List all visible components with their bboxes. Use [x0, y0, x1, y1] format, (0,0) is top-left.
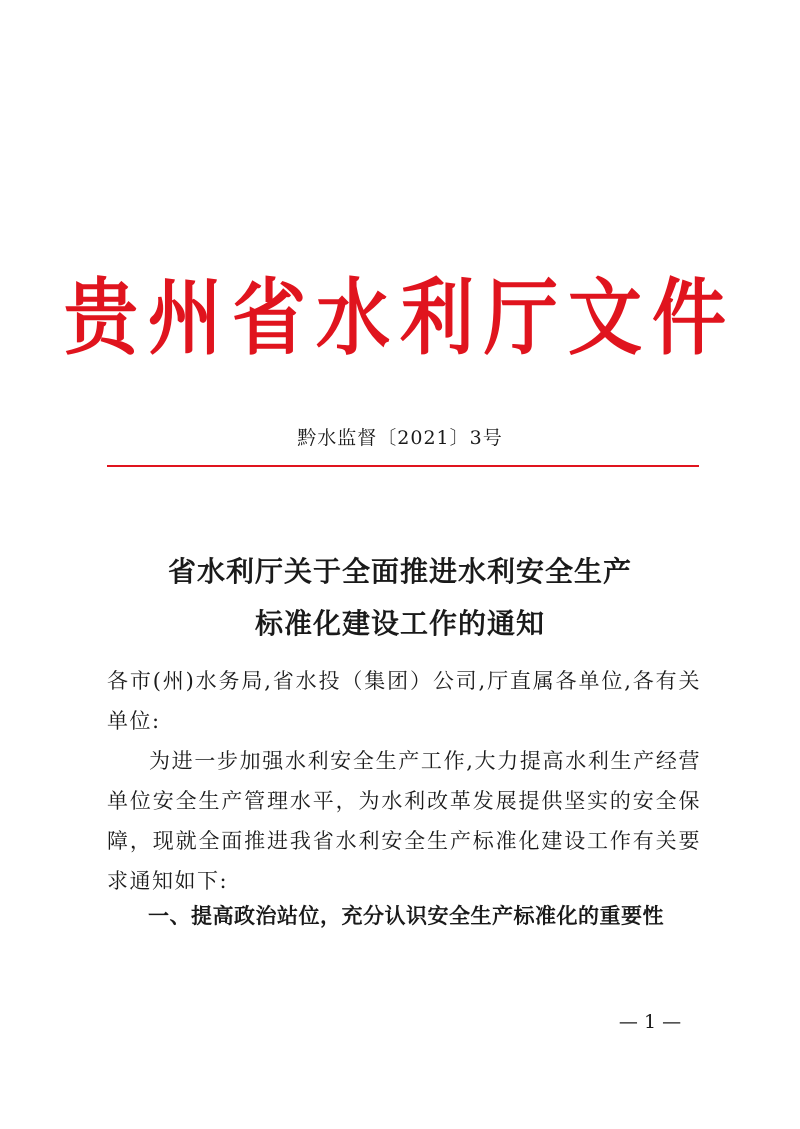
page-number: — 1 — — [618, 1011, 682, 1033]
intro-paragraph: 为进一步加强水利安全生产工作,大力提高水利生产经营单位安全生产管理水平，为水利改革发展提供坚实的安全保障，现就全面推进我省水利安全生产标准化建设工作有关要求通知如下: — [107, 749, 701, 893]
document-number: 黔水监督〔2021〕3号 — [297, 427, 503, 449]
salutation: 各市(州)水务局,省水投（集团）公司,厅直属各单位,各有关单位: — [107, 669, 701, 733]
document-body — [107, 661, 701, 901]
document-title — [0, 546, 800, 650]
section-heading-1: 一、提高政治站位，充分认识安全生产标准化的重要性 — [148, 904, 664, 928]
document-title-line-1: 省水利厅关于全面推进水利安全生产 — [167, 555, 632, 588]
red-divider-line — [107, 465, 699, 467]
masthead-title: 贵州省水利厅文件 — [64, 270, 736, 367]
document-title-line-2: 标准化建设工作的通知 — [254, 607, 545, 640]
